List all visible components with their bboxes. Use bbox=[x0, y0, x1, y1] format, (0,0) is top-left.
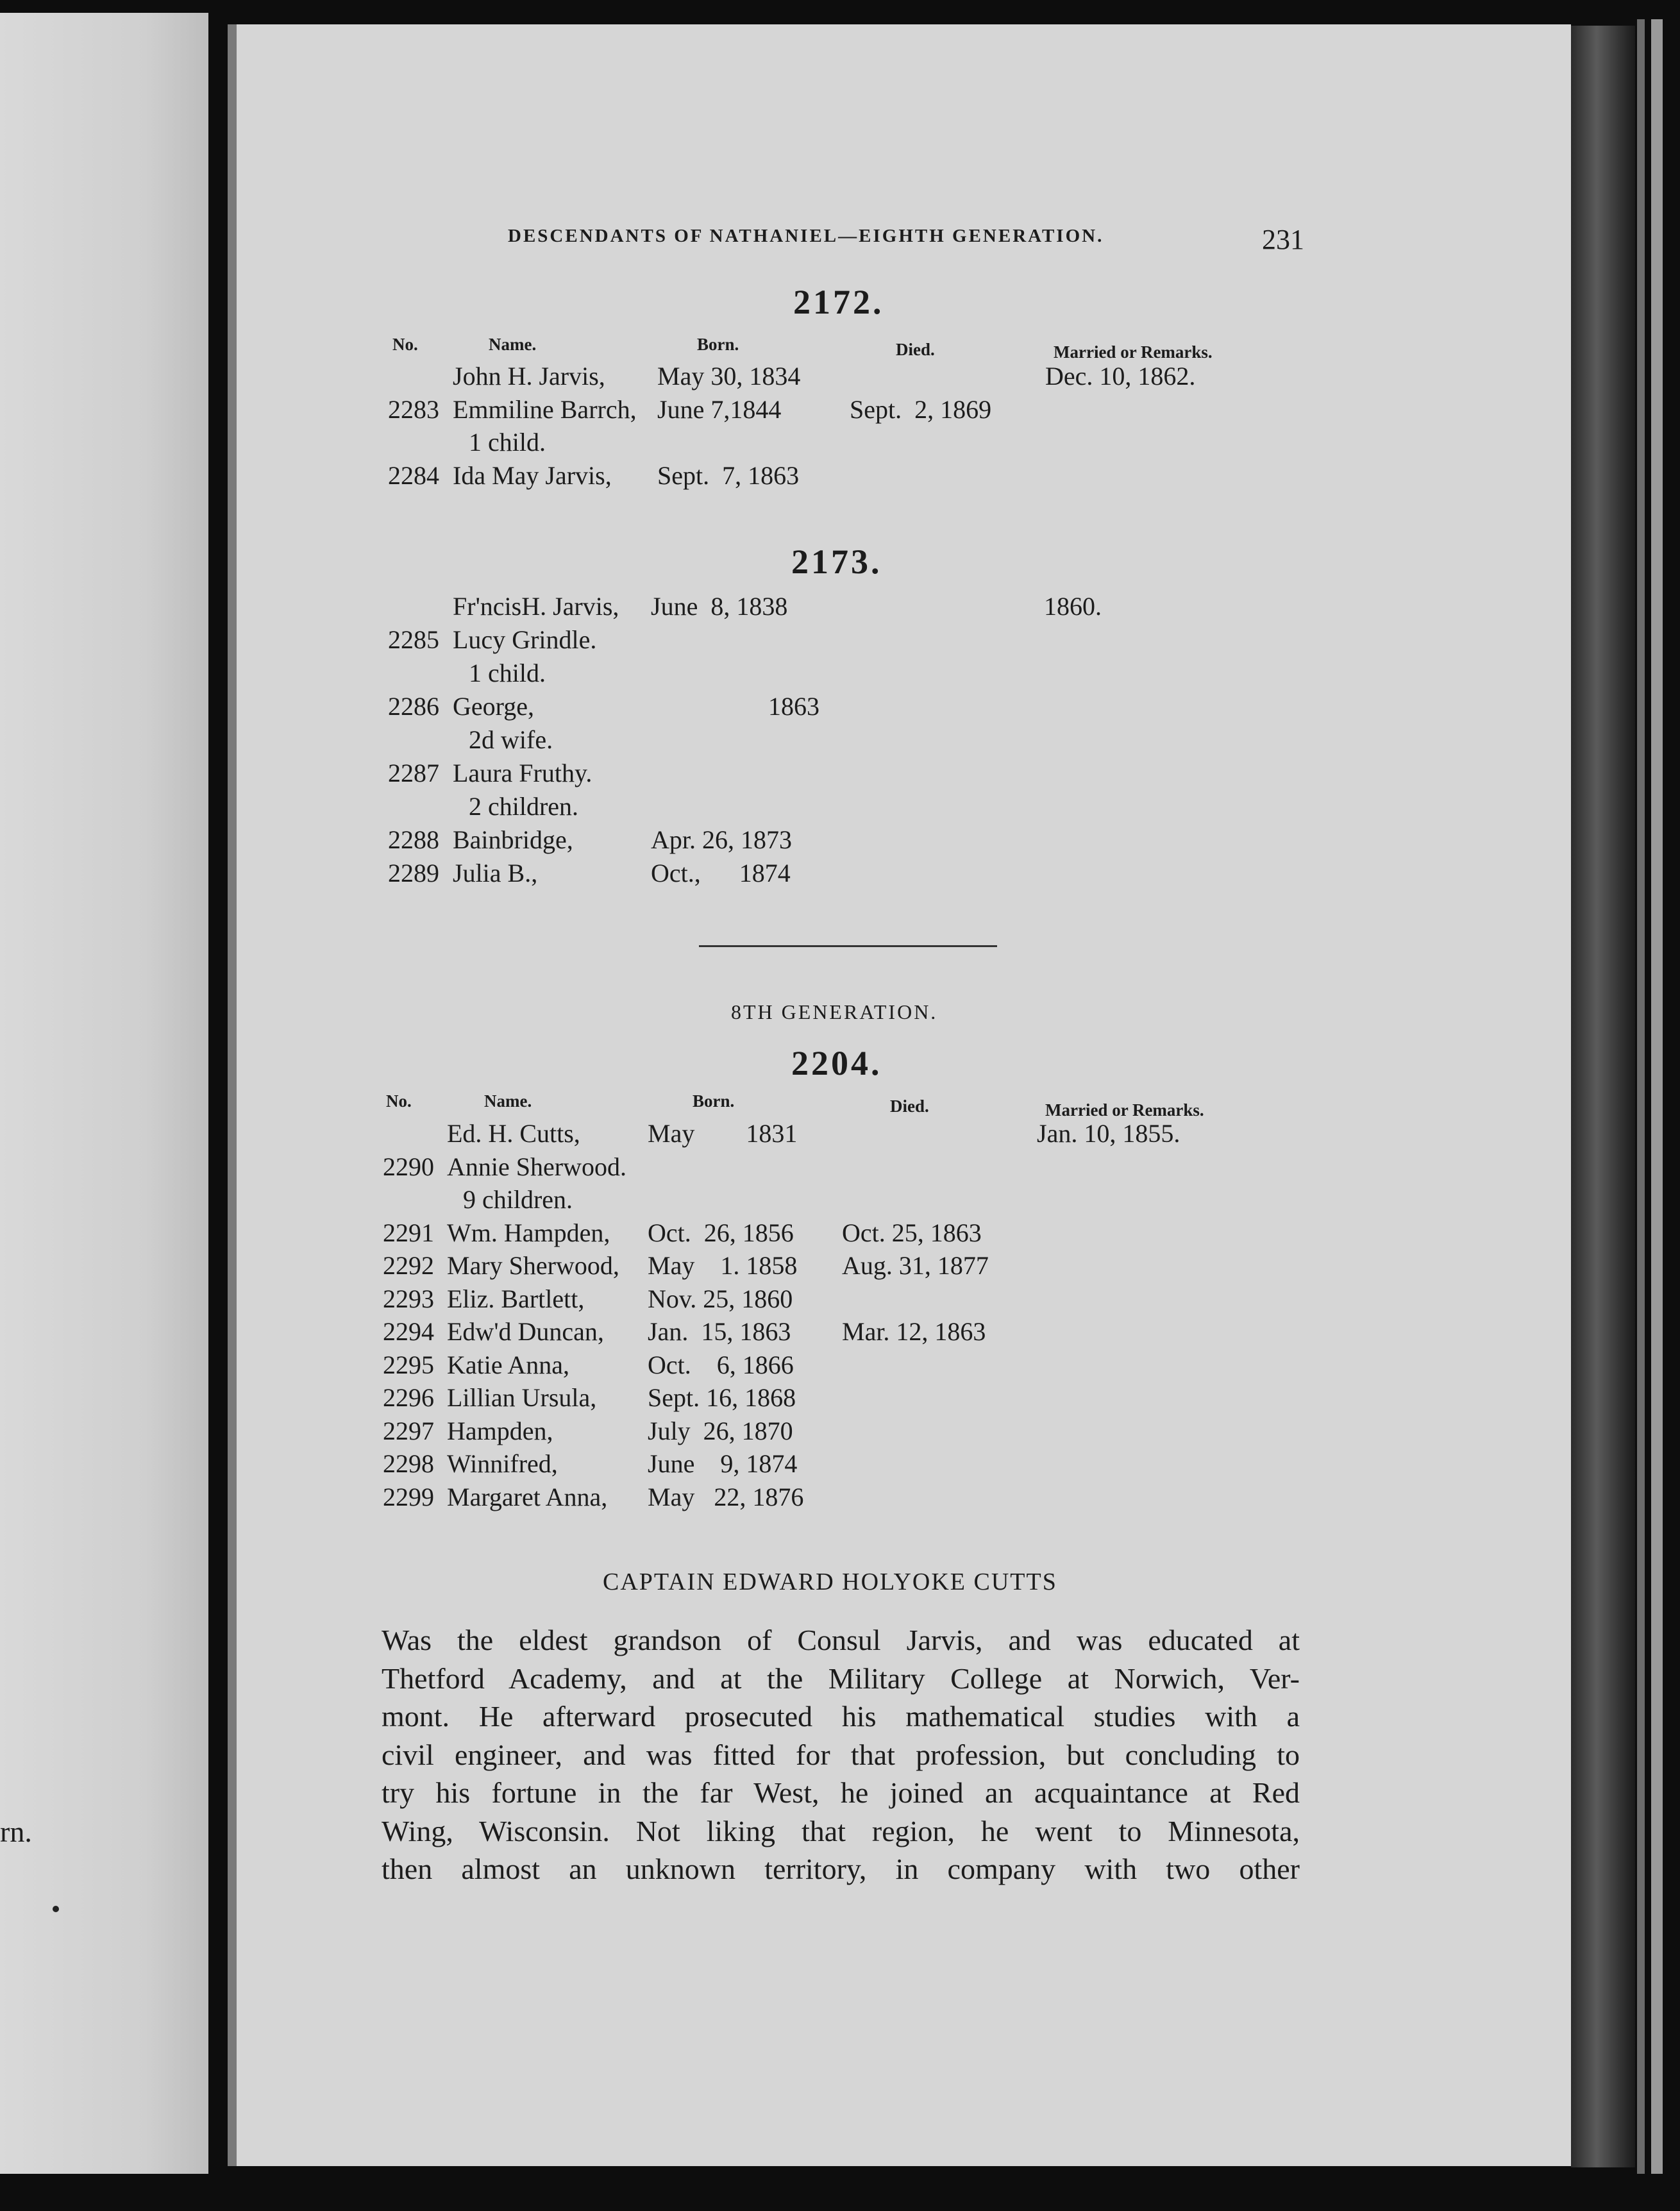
entry-name: Lillian Ursula, bbox=[447, 1383, 597, 1412]
entry-died: Sept. 2, 1869 bbox=[850, 394, 992, 424]
entry-name: 1 child. bbox=[469, 659, 546, 687]
column-header-no: No. bbox=[392, 335, 418, 354]
biography-line: try his fortune in the far West, he joined an acquaintance at Red bbox=[382, 1776, 1300, 1809]
entry-name: Margaret Anna, bbox=[447, 1482, 608, 1511]
entry-born: Oct. 26, 1856 bbox=[648, 1218, 794, 1247]
entry-number: 2294 bbox=[383, 1317, 434, 1346]
entry-died: Mar. 12, 1863 bbox=[842, 1317, 986, 1346]
biography-line: Wing, Wisconsin. Not liking that region, he went to Minnesota, bbox=[382, 1814, 1300, 1847]
entry-number: 2290 bbox=[383, 1152, 434, 1181]
biography-paragraph bbox=[382, 1621, 1300, 1888]
entry-name: Hampden, bbox=[447, 1416, 553, 1445]
entry-number: 2289 bbox=[388, 859, 439, 887]
entry-remarks: 1860. bbox=[1044, 592, 1102, 621]
section-number: 2172. bbox=[793, 283, 884, 321]
book-edge-line bbox=[1637, 19, 1645, 2174]
entry-born: Jan. 15, 1863 bbox=[648, 1317, 791, 1346]
entry-born: Sept. 16, 1868 bbox=[648, 1383, 796, 1412]
facing-page bbox=[0, 13, 208, 2174]
entry-remarks: Jan. 10, 1855. bbox=[1037, 1119, 1180, 1148]
entry-name: Katie Anna, bbox=[447, 1350, 570, 1379]
biography-line: then almost an unknown territory, in company with two other bbox=[382, 1853, 1300, 1885]
entry-name: Winnifred, bbox=[447, 1449, 558, 1478]
entry-born: Apr. 26, 1873 bbox=[651, 825, 792, 854]
entry-died: Oct. 25, 1863 bbox=[842, 1218, 982, 1247]
entry-born: June 7,1844 bbox=[657, 394, 782, 424]
entry-name: Edw'd Duncan, bbox=[447, 1317, 604, 1346]
biography-line: Thetford Academy, and at the Military College at Norwich, Ver- bbox=[382, 1661, 1300, 1695]
entry-number: 2288 bbox=[388, 825, 439, 854]
entry-name: Mary Sherwood, bbox=[447, 1251, 619, 1280]
biography-line: Was the eldest grandson of Consul Jarvis, and was educated at bbox=[382, 1624, 1300, 1656]
entry-number: 2297 bbox=[383, 1416, 434, 1445]
entry-name: Fr'ncisH. Jarvis, bbox=[453, 592, 619, 621]
biography-line: mont. He afterward prosecuted his mathematical studies with a bbox=[382, 1700, 1300, 1733]
section-number: 2173. bbox=[791, 542, 882, 581]
entry-born: June 8, 1838 bbox=[651, 592, 788, 621]
entry-name: Laura Fruthy. bbox=[453, 759, 592, 787]
entry-born: May 30, 1834 bbox=[657, 362, 801, 391]
generation-title: 8TH GENERATION. bbox=[731, 1000, 938, 1023]
entry-died: Aug. 31, 1877 bbox=[842, 1251, 989, 1280]
entry-born: Sept. 7, 1863 bbox=[657, 460, 800, 490]
entry-name: 2 children. bbox=[469, 792, 579, 821]
entry-number: 2291 bbox=[383, 1218, 434, 1247]
entry-name: Annie Sherwood. bbox=[447, 1152, 626, 1181]
entry-born: Oct. 6, 1866 bbox=[648, 1350, 794, 1379]
entry-name: 1 child. bbox=[469, 428, 546, 457]
biography-line: civil engineer, and was fitted for that profession, but concluding to bbox=[382, 1738, 1300, 1771]
entry-name: Ed. H. Cutts, bbox=[447, 1119, 580, 1148]
book-edge bbox=[1571, 26, 1635, 2167]
entry-number: 2286 bbox=[388, 692, 439, 721]
entry-name: 2d wife. bbox=[469, 725, 553, 754]
entry-number: 2287 bbox=[388, 759, 439, 787]
entry-born: May 1. 1858 bbox=[648, 1251, 798, 1280]
entry-number: 2296 bbox=[383, 1383, 434, 1412]
column-header-born: Born. bbox=[693, 1091, 735, 1111]
page-number: 231 bbox=[1262, 224, 1304, 255]
entry-name: Emmiline Barrch, bbox=[453, 394, 637, 424]
entry-name: Wm. Hampden, bbox=[447, 1218, 610, 1247]
column-header-born: Born. bbox=[697, 335, 739, 354]
entry-born: Nov. 25, 1860 bbox=[648, 1284, 793, 1313]
section-number: 2204. bbox=[791, 1044, 882, 1082]
entry-number: 2285 bbox=[388, 625, 439, 654]
entry-born: May 22, 1876 bbox=[648, 1482, 804, 1511]
divider-rule bbox=[699, 945, 997, 947]
entry-number: 2298 bbox=[383, 1449, 434, 1478]
ink-dot bbox=[53, 1906, 59, 1912]
column-header-name: Name. bbox=[484, 1091, 532, 1111]
column-header-died: Died. bbox=[896, 340, 935, 359]
entry-born: July 26, 1870 bbox=[648, 1416, 793, 1445]
biography-title: CAPTAIN EDWARD HOLYOKE CUTTS bbox=[603, 1568, 1057, 1595]
entry-number: 2293 bbox=[383, 1284, 434, 1313]
column-header-died: Died. bbox=[890, 1097, 929, 1116]
entry-name: Eliz. Bartlett, bbox=[447, 1284, 585, 1313]
entry-name: George, bbox=[453, 692, 534, 721]
column-header-married: Married or Remarks. bbox=[1054, 342, 1213, 362]
entry-born: June 9, 1874 bbox=[648, 1449, 798, 1478]
running-header: DESCENDANTS OF NATHANIEL—EIGHTH GENERATION. bbox=[508, 226, 1104, 246]
entry-number: 2295 bbox=[383, 1350, 434, 1379]
entry-number: 2283 bbox=[388, 394, 439, 424]
facing-page-fragment: rn. bbox=[0, 1815, 32, 1848]
entry-born: May 1831 bbox=[648, 1119, 798, 1148]
entry-name: Bainbridge, bbox=[453, 825, 573, 854]
entry-name: Lucy Grindle. bbox=[453, 625, 597, 654]
column-header-no: No. bbox=[386, 1091, 412, 1111]
book-edge-line bbox=[1651, 19, 1663, 2174]
entry-number: 2299 bbox=[383, 1482, 434, 1511]
entry-name: Julia B., bbox=[453, 859, 538, 887]
entry-name: John H. Jarvis, bbox=[453, 362, 605, 391]
column-header-married: Married or Remarks. bbox=[1045, 1100, 1204, 1120]
entry-number: 2292 bbox=[383, 1251, 434, 1280]
entry-remarks: Dec. 10, 1862. bbox=[1045, 362, 1196, 391]
column-header-name: Name. bbox=[489, 335, 537, 354]
entry-number: 2284 bbox=[388, 460, 439, 490]
entry-born: Oct., 1874 bbox=[651, 859, 791, 887]
entry-name: 9 children. bbox=[463, 1185, 573, 1214]
entry-name: Ida May Jarvis, bbox=[453, 460, 612, 490]
entry-born: 1863 bbox=[768, 692, 819, 721]
